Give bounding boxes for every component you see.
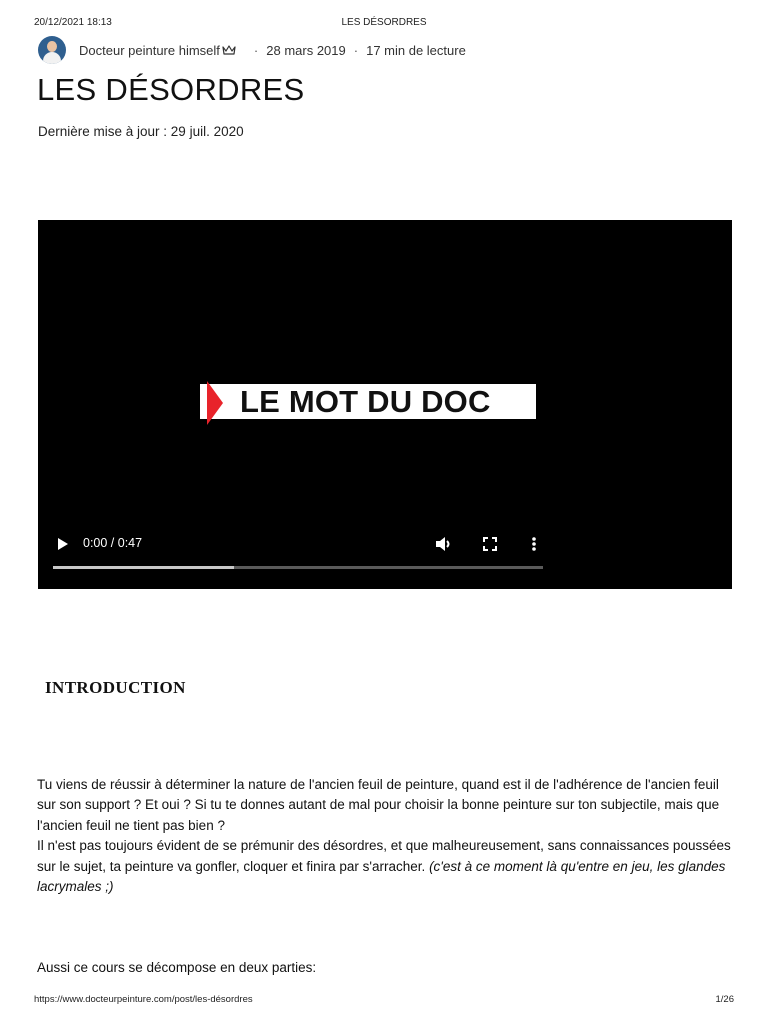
intro-paragraph-2 [37, 836, 737, 897]
intro-body [37, 775, 737, 897]
plan-intro: Aussi ce cours se décompose en deux parties: [37, 960, 317, 975]
post-date: 28 mars 2019 [266, 42, 346, 58]
video-logo-text: LE MOT DU DOC [240, 384, 491, 419]
play-icon[interactable] [58, 538, 68, 550]
last-updated: Dernière mise à jour : 29 juil. 2020 [38, 124, 244, 139]
video-player[interactable] [38, 220, 732, 589]
avatar[interactable] [38, 36, 66, 64]
page-number: 1/26 [715, 994, 734, 1005]
video-time: 0:00 / 0:47 [83, 536, 143, 550]
intro-paragraph-2-text: Il n'est pas toujours évident de se prémunir des désordres, et que malheureusement, sans connaissances poussées sur le sujet, ta peinture va gonfler, cloquer et finira par s'arracher. [37, 838, 731, 874]
fullscreen-icon[interactable] [483, 537, 497, 556]
logo-flag-icon [207, 381, 223, 425]
seek-bar[interactable] [53, 566, 543, 569]
volume-icon[interactable] [435, 536, 453, 557]
intro-aside: (c'est à ce moment là qu'entre en jeu, les glandes lacrymales ;) [37, 858, 726, 895]
print-timestamp: 20/12/2021 18:13 [34, 17, 112, 28]
read-time: 17 min de lecture [366, 42, 466, 58]
page-url: https://www.docteurpeinture.com/post/les-désordres [34, 994, 253, 1005]
crown-icon [222, 43, 236, 58]
author-name[interactable]: Docteur peinture himself [79, 42, 220, 58]
section-heading: INTRODUCTION [45, 678, 186, 697]
separator-dot: · [253, 42, 259, 58]
more-options-icon[interactable] [531, 536, 537, 557]
separator-dot: · [353, 42, 359, 58]
print-title: LES DÉSORDRES [341, 17, 427, 28]
video-logo [200, 384, 536, 419]
intro-paragraph: Tu viens de réussir à déterminer la nature de l'ancien feuil de peinture, quand est il de l'adhérence de l'ancien feuil sur son support ? Et oui ? Si tu te donnes autant de mal pour choisir la bonne peinture sur ton subjectile, mais que l'ancien feuil ne tient pas bien ? [37, 777, 720, 833]
author-row [38, 36, 466, 64]
page-title: LES DÉSORDRES [37, 72, 305, 107]
seek-buffered [53, 566, 234, 569]
